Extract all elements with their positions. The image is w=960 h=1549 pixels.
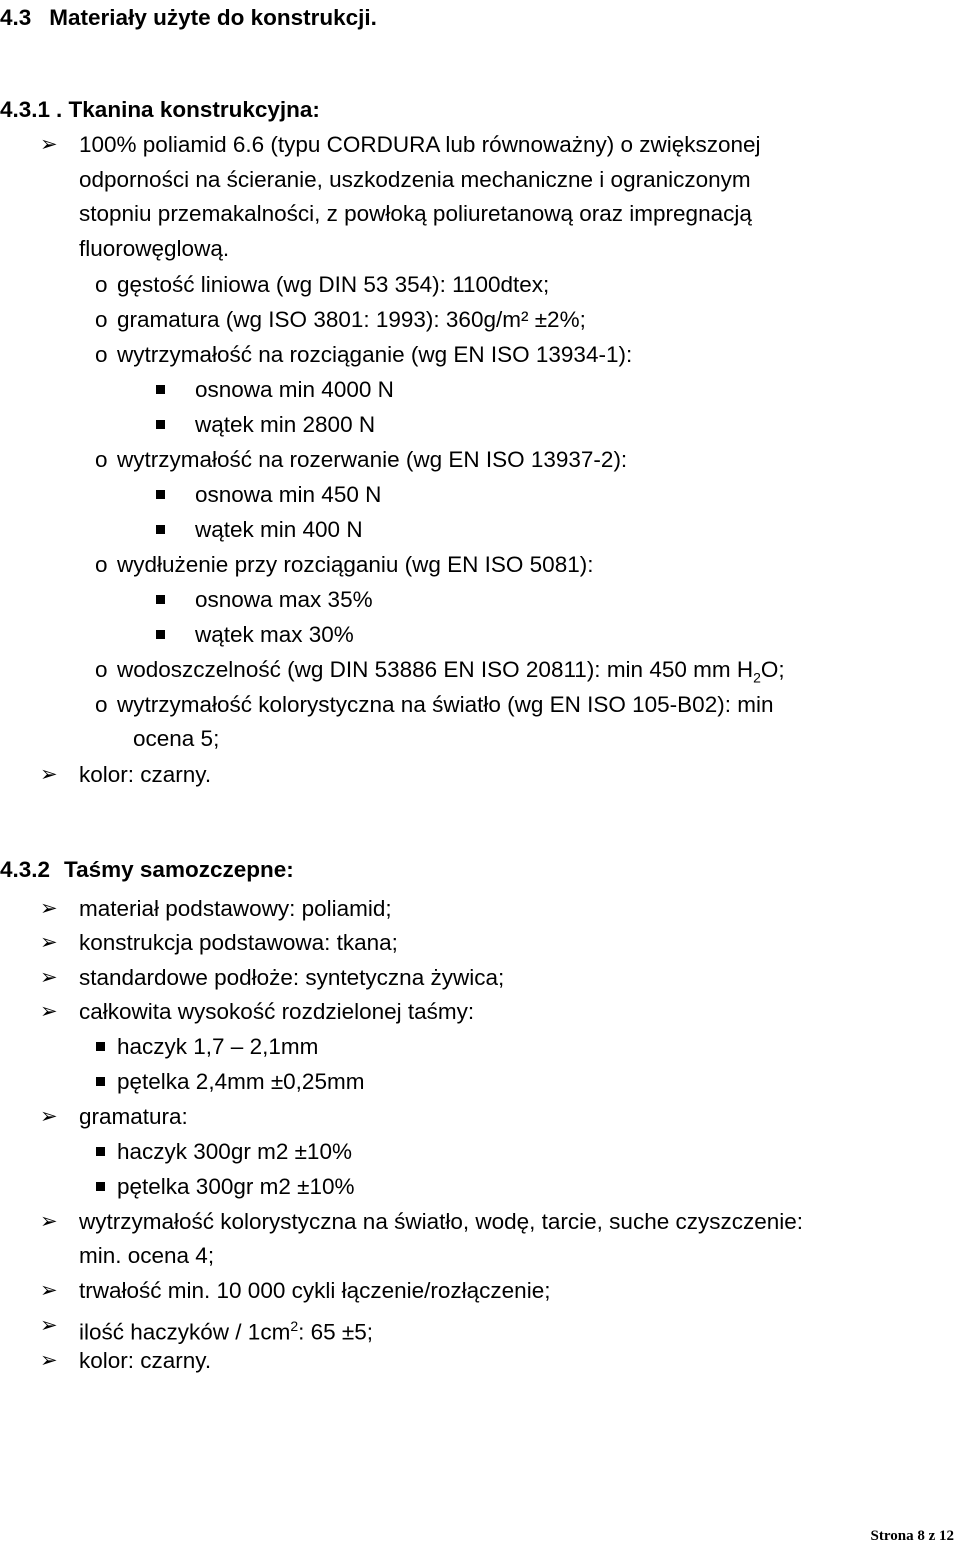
subscript: 2 [753,669,761,686]
section-4-3-heading [0,4,377,32]
intro-line: 100% poliamid 6.6 (typu CORDURA lub równoważny) o zwiększonej [79,132,761,157]
sub-property-line: osnowa min 450 N [195,482,382,507]
list-item-text: ilość haczyków / 1cm [79,1319,291,1345]
property-line: wytrzymałość kolorystyczna na światło (wg EN ISO 105-B02): min [117,692,774,717]
square-bullet-icon [156,385,165,394]
sub-property-line: wątek max 30% [195,622,354,647]
circle-bullet-icon: o [95,342,108,367]
list-item: materiał podstawowy: poliamid; [79,896,392,921]
section-number: 4.3.1 [0,97,51,122]
superscript: 2 [290,1318,299,1334]
color-line: kolor: czarny. [79,762,212,787]
circle-bullet-icon: o [95,692,108,717]
square-bullet-icon [156,630,165,639]
property-line: wydłużenie przy rozciąganiu (wg EN ISO 5081): [117,552,594,577]
list-item: standardowe podłoże: syntetyczna żywica; [79,965,505,990]
section-number: 4.3 [0,5,32,30]
arrow-bullet-icon: ➢ [40,1000,58,1023]
sub-list-item: pętelka 300gr m2 ±10% [117,1174,355,1199]
list-item: kolor: czarny. [79,1348,212,1373]
arrow-bullet-icon: ➢ [40,931,58,954]
circle-bullet-icon: o [95,657,108,682]
property-text: O; [760,657,785,682]
circle-bullet-icon: o [95,552,108,577]
page-number: Strona 8 z 12 [870,1528,954,1544]
arrow-bullet-icon: ➢ [40,1349,58,1372]
section-4-3-2-heading [0,856,294,884]
list-item: wytrzymałość kolorystyczna na światło, wodę, tarcie, suche czyszczenie: [79,1209,804,1234]
arrow-bullet-icon: ➢ [40,1210,58,1233]
property-line [117,656,785,692]
arrow-bullet-icon: ➢ [40,1314,58,1337]
circle-bullet-icon: o [95,447,108,472]
square-bullet-icon [96,1147,105,1156]
section-number: 4.3.2 [0,857,51,882]
intro-line: fluorowęglową. [79,236,230,261]
arrow-bullet-icon: ➢ [40,897,58,920]
intro-line: stopniu przemakalności, z powłoką poliuretanową oraz impregnacją [79,201,752,226]
square-bullet-icon [96,1182,105,1191]
sub-property-line: wątek min 400 N [195,517,363,542]
square-bullet-icon [96,1042,105,1051]
property-line: wytrzymałość na rozerwanie (wg EN ISO 13937-2): [117,447,628,472]
sub-list-item: pętelka 2,4mm ±0,25mm [117,1069,365,1094]
property-line-continued: ocena 5; [133,726,220,751]
list-item [79,1312,373,1347]
list-item: całkowita wysokość rozdzielonej taśmy: [79,999,475,1024]
sub-property-line: osnowa min 4000 N [195,377,394,402]
intro-line: odporności na ścieranie, uszkodzenia mechaniczne i ograniczonym [79,167,751,192]
circle-bullet-icon: o [95,272,108,297]
section-title: . Tkanina konstrukcyjna: [56,97,320,122]
square-bullet-icon [156,595,165,604]
arrow-bullet-icon: ➢ [40,1279,58,1302]
section-4-3-1-heading [0,96,320,124]
square-bullet-icon [156,525,165,534]
circle-bullet-icon: o [95,307,108,332]
property-line: gramatura (wg ISO 3801: 1993): 360g/m² ±2%; [117,307,586,332]
property-line: gęstość liniowa (wg DIN 53 354): 1100dtex; [117,272,550,297]
list-item: gramatura: [79,1104,188,1129]
sub-list-item: haczyk 300gr m2 ±10% [117,1139,352,1164]
sub-property-line: osnowa max 35% [195,587,373,612]
list-item: konstrukcja podstawowa: tkana; [79,930,398,955]
property-line: wytrzymałość na rozciąganie (wg EN ISO 13934-1): [117,342,633,367]
sub-list-item: haczyk 1,7 – 2,1mm [117,1034,319,1059]
list-item-continued: min. ocena 4; [79,1243,215,1268]
arrow-bullet-icon: ➢ [40,133,58,156]
section-title: Taśmy samozczepne: [64,857,294,882]
sub-property-line: wątek min 2800 N [195,412,376,437]
property-text: wodoszczelność (wg DIN 53886 EN ISO 20811): min 450 mm H [117,657,754,682]
arrow-bullet-icon: ➢ [40,1105,58,1128]
square-bullet-icon [156,420,165,429]
section-title: Materiały użyte do konstrukcji. [49,5,377,30]
list-item-text: : 65 ±5; [298,1319,374,1345]
square-bullet-icon [156,490,165,499]
square-bullet-icon [96,1077,105,1086]
list-item: trwałość min. 10 000 cykli łączenie/rozłączenie; [79,1278,551,1303]
arrow-bullet-icon: ➢ [40,966,58,989]
arrow-bullet-icon: ➢ [40,763,58,786]
